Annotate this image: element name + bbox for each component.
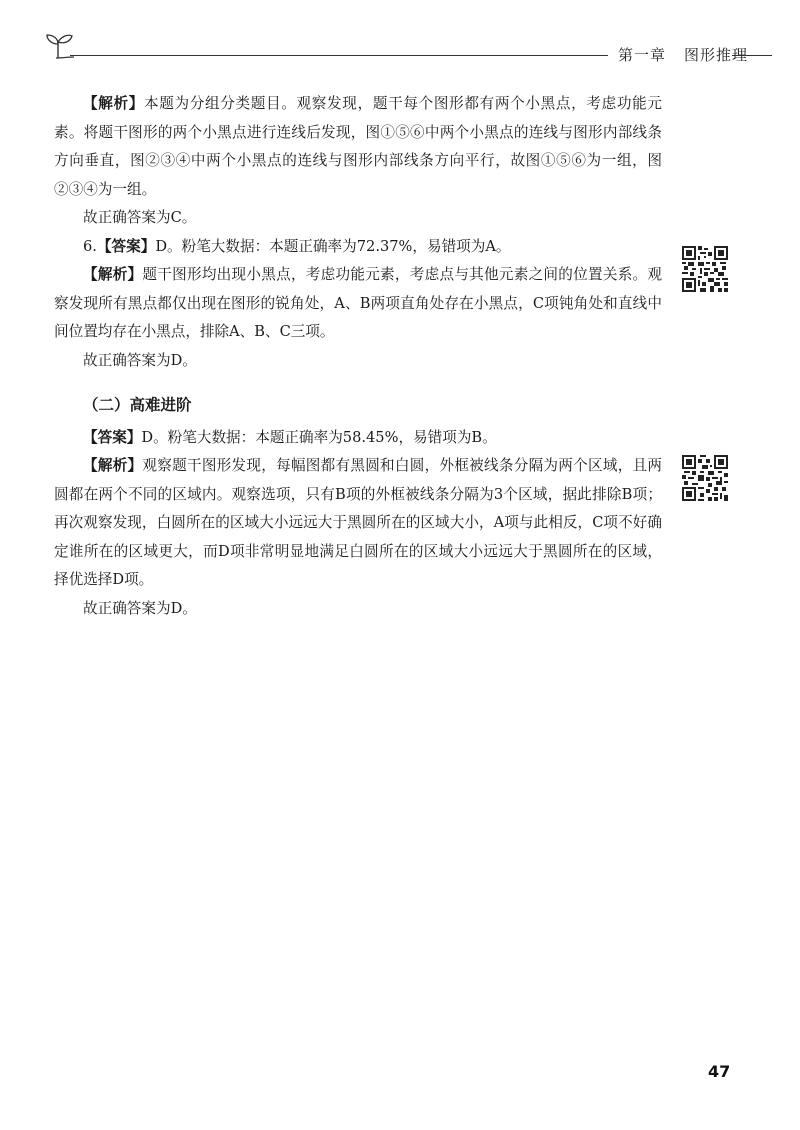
answer-paragraph-6 <box>54 233 662 262</box>
analysis-text: 题干图形均出现小黑点，考虑功能元素，考虑点与其他元素之间的位置关系。观察发现所有黑点都仅出现在图形的锐角处，A、B两项直角处存在小黑点，C项钝角处和直线中间位置均存在小黑点，排除A、B、C三项。 <box>54 266 662 340</box>
header-rule-left <box>70 55 608 56</box>
answer-tag: 【答案】 <box>96 237 156 255</box>
chapter-heading <box>618 44 748 65</box>
page-header <box>40 30 772 64</box>
analysis-paragraph-advanced <box>54 452 662 595</box>
analysis-paragraph-5 <box>54 90 662 204</box>
question-number: 6. <box>83 237 97 255</box>
conclusion-6: 故正确答案为D。 <box>83 351 197 369</box>
chapter-number: 第一章 <box>618 46 667 64</box>
conclusion-5: 故正确答案为C。 <box>83 209 197 226</box>
qr-code-icon[interactable] <box>682 246 728 292</box>
analysis-tag: 【解析】 <box>83 95 145 112</box>
header-rule-right <box>732 55 772 56</box>
analysis-paragraph-6 <box>54 261 662 347</box>
analysis-tag: 【解析】 <box>83 457 143 474</box>
page-content <box>54 90 662 623</box>
answer-paragraph-advanced <box>54 424 662 453</box>
chapter-title: 图形推理 <box>684 46 749 64</box>
answer-text: D。粉笔大数据：本题正确率为58.45%，易错项为B。 <box>141 428 497 446</box>
analysis-tag: 【解析】 <box>83 266 143 283</box>
page-number: 47 <box>708 1062 731 1081</box>
conclusion-advanced: 故正确答案为D。 <box>83 599 197 617</box>
section-title: （二）高难进阶 <box>83 396 192 414</box>
qr-code-icon[interactable] <box>682 455 728 501</box>
analysis-text: 观察题干图形发现，每幅图都有黑圆和白圆，外框被线条分隔为两个区域，且两圆都在两个不同的区域内。观察选项，只有B项的外框被线条分隔为3个区域，据此排除B项；再次观察发现，白圆所在的区域大小远远大于黑圆所在的区域大小，A项与此相反，C项不好确定谁所在的区域更大，而D项非常明显地满足白圆所在的区域大小远远大于黑圆所在的区域，择优选择D项。 <box>54 457 662 588</box>
answer-text: D。粉笔大数据：本题正确率为72.37%，易错项为A。 <box>155 237 511 255</box>
analysis-text: 本题为分组分类题目。观察发现，题干每个图形都有两个小黑点，考虑功能元素。将题干图形的两个小黑点进行连线后发现，图①⑤⑥中两个小黑点的连线与图形内部线条方向垂直，图②③④中两个小黑点的连线与图形内部线条方向平行，故图①⑤⑥为一组，图②③④为一组。 <box>54 95 662 198</box>
answer-tag: 【答案】 <box>83 428 142 446</box>
